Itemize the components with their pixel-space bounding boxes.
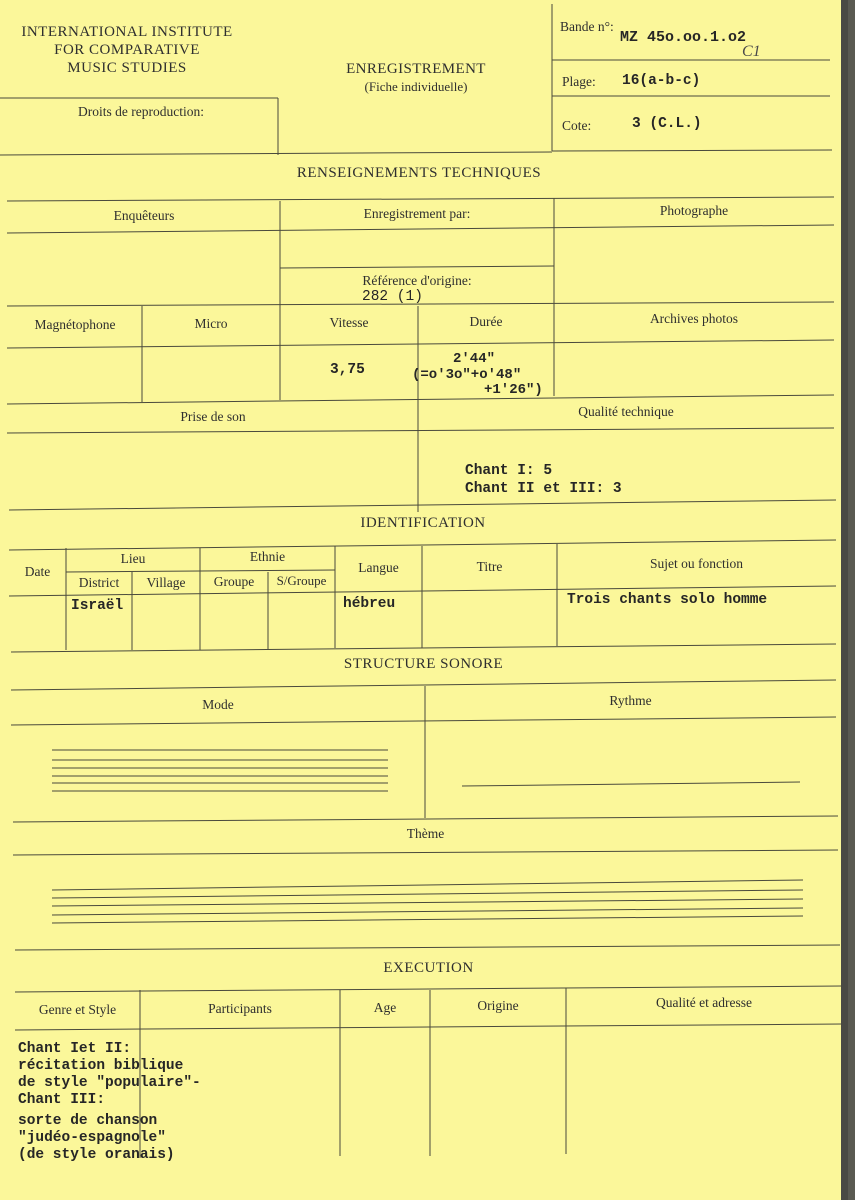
genre-line-2: récitation biblique (18, 1058, 184, 1074)
photographe-label: Photographe (659, 203, 729, 218)
vitesse-value: 3,75 (330, 362, 365, 378)
village-label: Village (146, 575, 186, 590)
droits-reproduction-label: Droits de reproduction: (78, 104, 204, 119)
cote-label: Cote: (562, 118, 592, 133)
qualite-technique-line1: Chant I: 5 (465, 463, 553, 479)
archives-photos-label: Archives photos (649, 311, 739, 326)
genre-line-7: (de style oranais) (18, 1147, 175, 1163)
genre-line-5: sorte de chanson (18, 1113, 158, 1129)
age-label: Age (373, 1000, 397, 1015)
qualite-adresse-label: Qualité et adresse (656, 995, 752, 1010)
rythme-label: Rythme (609, 693, 652, 708)
plage-label: Plage: (562, 74, 596, 89)
qualite-technique-label: Qualité technique (578, 404, 674, 419)
lieu-label: Lieu (120, 551, 146, 566)
section-execution: EXECUTION (383, 960, 474, 976)
groupe-label: Groupe (213, 574, 255, 589)
sgroupe-label: S/Groupe (276, 573, 327, 588)
bande-handwritten-note: C1 (742, 43, 761, 60)
participants-label: Participants (208, 1001, 272, 1016)
genre-line-4: Chant III: (18, 1092, 106, 1108)
enregistrement-par-label: Enregistrement par: (363, 206, 471, 221)
sujet-fonction-label: Sujet ou fonction (650, 556, 743, 571)
micro-label: Micro (194, 316, 228, 331)
section-identification: IDENTIFICATION (360, 515, 486, 531)
titre-label: Titre (476, 559, 503, 574)
langue-label: Langue (358, 560, 399, 575)
theme-label: Thème (406, 826, 445, 841)
institute-name-line1: INTERNATIONAL INSTITUTE (21, 24, 233, 40)
duree-value-line2: (=o'3o"+o'48" (412, 367, 522, 383)
form-title: ENREGISTREMENT (346, 61, 486, 77)
duree-value-line3: +1'26") (484, 382, 543, 398)
vitesse-label: Vitesse (329, 315, 369, 330)
form-subtitle: (Fiche individuelle) (364, 79, 468, 94)
section-renseignements-techniques: RENSEIGNEMENTS TECHNIQUES (296, 165, 542, 181)
prise-de-son-label: Prise de son (180, 409, 246, 424)
genre-style-label: Genre et Style (38, 1002, 117, 1017)
genre-line-3: de style "populaire"- (18, 1075, 201, 1091)
mode-label: Mode (202, 697, 234, 712)
duree-label: Durée (469, 314, 503, 329)
magnetophone-label: Magnétophone (34, 317, 116, 332)
genre-line-6: "judéo-espagnole" (18, 1130, 166, 1146)
date-label: Date (24, 564, 51, 579)
duree-value-line1: 2'44" (453, 351, 496, 367)
origine-label: Origine (477, 998, 519, 1013)
reference-origine-value: 282 (1) (362, 289, 423, 305)
qualite-technique-line2: Chant II et III: 3 (465, 481, 622, 497)
institute-name-line2: FOR COMPARATIVE (54, 42, 200, 58)
bande-label: Bande n°: (560, 19, 614, 34)
district-value: Israël (71, 598, 124, 614)
langue-value: hébreu (343, 596, 396, 612)
section-structure-sonore: STRUCTURE SONORE (343, 656, 504, 672)
enqueteurs-label: Enquêteurs (113, 208, 175, 223)
reference-origine-label: Référence d'origine: (362, 273, 472, 288)
sujet-fonction-value: Trois chants solo homme (567, 592, 768, 608)
institute-name-line3: MUSIC STUDIES (67, 60, 187, 76)
plage-value: 16(a-b-c) (622, 73, 701, 89)
ethnie-label: Ethnie (249, 549, 286, 564)
cote-value: 3 (C.L.) (632, 116, 702, 132)
genre-line-1: Chant Iet II: (18, 1041, 132, 1057)
bande-value: MZ 45o.oo.1.o2 (620, 29, 747, 46)
district-label: District (78, 575, 120, 590)
